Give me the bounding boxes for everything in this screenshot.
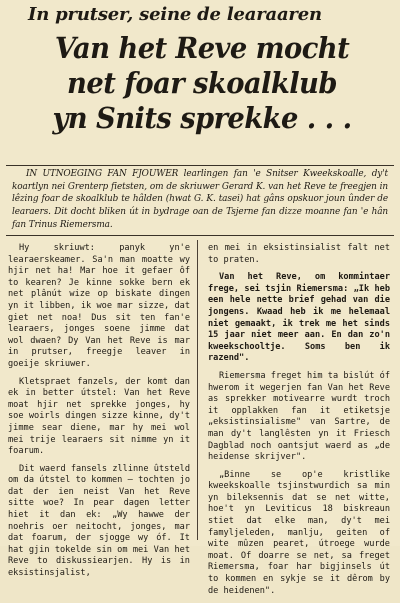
left-paragraph-2: Kletspraet fanzels, der komt dan ek in better útstel: Van het Reve moat hjir net sprekke jonges, hy soe woirls dingen sizze kinne, dy't jimme sear diene, mar hy mei wol mei trije learaers sit nimme yn it foarum. [8, 376, 190, 457]
column-divider [197, 240, 198, 540]
left-paragraph-3: Dit waerd fansels zllinne ûtsteld om da útstel to kommen — tochten jo dat der ien neist Van het Reve sitte woe? In pear dagen letter hiet it dan ek: „Wy hawwe der noehris oer neitocht, jonges, mar dat foarum, der sjogge wy óf. It hat gjin tokelde sin om mei Van het Reve to diskussiearjen. Hy is in eksistinsjalist, [8, 463, 190, 579]
rule-below-intro [6, 235, 394, 236]
right-paragraph-4: „Binne se op'e kristlike kweekskoalle tsjinstwurdich sa min yn bileksennis dat se net witte, hoe't yn Leviticus 18 biskreaun stiet dat elke man, dy't mei famyljeleden, manlju, geiten of wite mûzen pearet, útroege wurde moat. Of doarre se net, sa freget Riemersma, foar har bigjinsels út to kommen en sykje se it dêrom by de heidenen". [208, 469, 390, 596]
right-paragraph-1: en mei in eksistinsialist falt net to praten. [208, 243, 390, 265]
kicker-headline: In prutser, seine de learaaren [28, 4, 322, 25]
rule-above-intro [6, 165, 394, 166]
main-headline-line-1: Van het Reve mocht [54, 31, 350, 65]
main-headline-line-2: net foar skoalklub [67, 66, 337, 100]
main-headline-line-3: yn Snits sprekke . . . [52, 101, 352, 135]
right-paragraph-3: Riemersma freget him ta bislút óf hwerom it wegerjen fan Van het Reve as sprekker motivearre wurdt troch it opplakken fan it etiketsje „eksistinsialisme" van Sartre, de man dy't langlêsten yn it Friesch Dagblad noch oantsjut waerd as „de heidense skrijver". [208, 370, 390, 463]
left-paragraph-1: Hy skriuwt: panyk yn'e learaerskeamer. Sa'n man moatte wy hjir net ha! Mar hoe it gefaer ôf to kearen? Je kinne sokke bern ek net plânút wize op biskate dingen yn it libben, ik woe mar sizze, dat giet net noa! Dus sit ten fan'e learaers, jonges soene jimme dat wol dwaen? Dy Van het Reve is mar in prutser, freegje leaver in goeije skriuwer. [8, 243, 190, 369]
right-paragraph-2: Van het Reve, om kommintaer frege, sei tsjin Riemersma: „Ik heb een hele nette brief gehad van die jongens. Kwaad heb ik me helemaal niet gemaakt, ik trek me het sinds 15 jaar niet meer aan. En dan zo'n kweekschooltje. Soms ben ik razend". [208, 272, 390, 364]
left-column [8, 243, 190, 586]
intro-paragraph: IN UTNOEGING FAN FJOUWER learlingen fan 'e Snitser Kweekskoalle, dy't koartlyn nei Grenterp fietsten, om de skriuwer Gerard K. van het Reve te freegjen in lêzing foar de skoalklub te hâlden (hwat G. K. tasei) hat gâns opskuor joun ûnder de learaers. Dit docht bliken út in bydrage oan de Tsjerne fan dizze moanne fan 'e hân fan Trinus Riemersma. [12, 169, 388, 230]
right-column [208, 243, 390, 603]
